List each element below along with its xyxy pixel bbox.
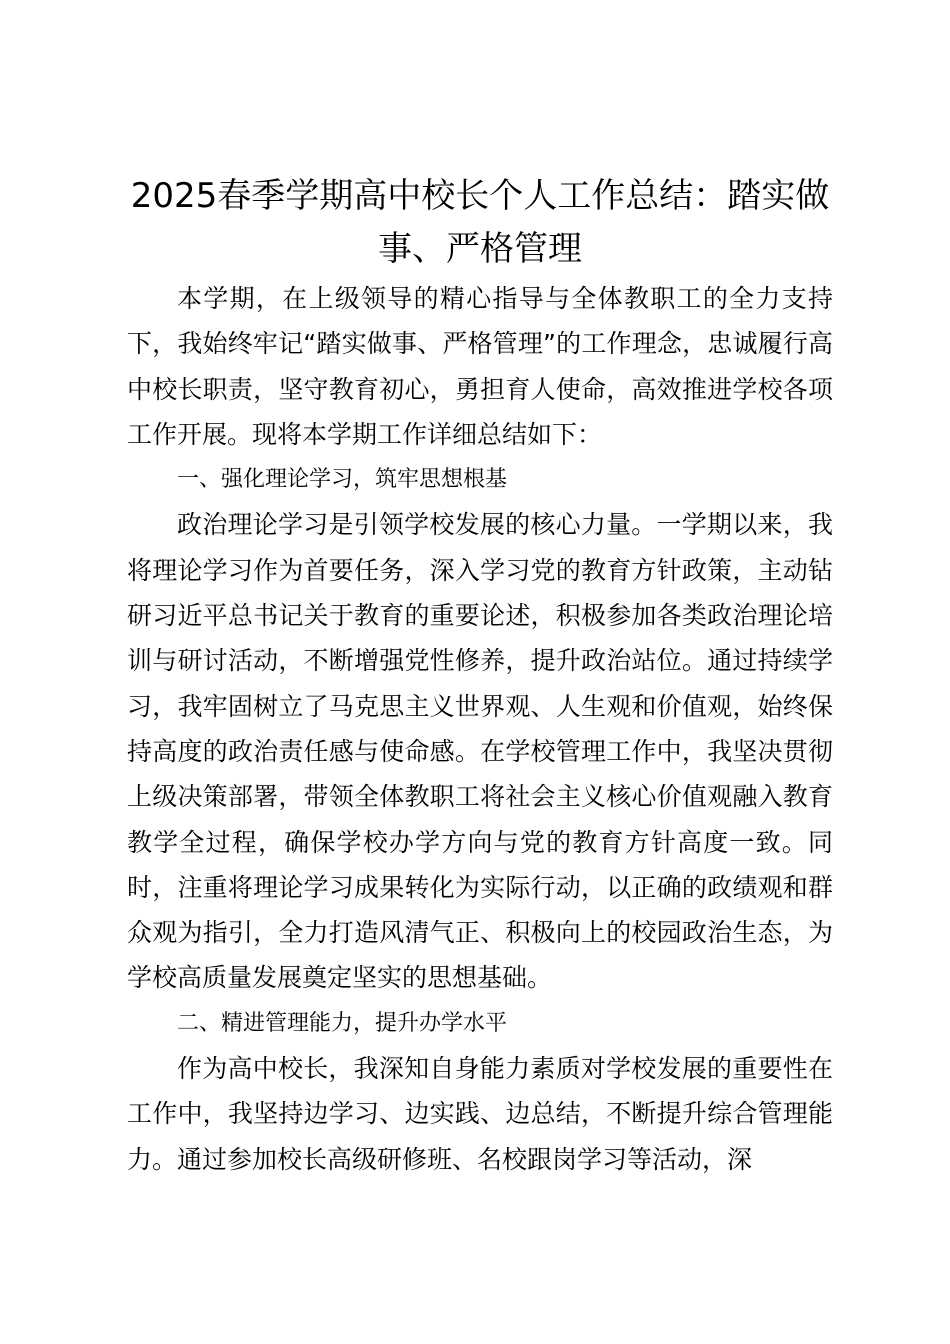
document-title: 2025春季学期高中校长个人工作总结：踏实做事、严格管理 xyxy=(130,176,830,269)
intro-paragraph: 本学期，在上级领导的精心指导与全体教职工的全力支持下，我始终牢记“踏实做事、严格管理”的工作理念，忠诚履行高中校长职责，坚守教育初心，勇担育人使命，高效推进学校各项工作开展。现将本学期工作详细总结如下： xyxy=(127,284,833,449)
document-page xyxy=(127,170,833,1182)
section-2-paragraph: 作为高中校长，我深知自身能力素质对学校发展的重要性在工作中，我坚持边学习、边实践、边总结，不断提升综合管理能力。通过参加校长高级研修班、名校跟岗学习等活动，深 xyxy=(127,1054,833,1174)
section-heading-1: 一、强化理论学习，筑牢思想根基 xyxy=(177,467,508,493)
section-heading-2: 二、精进管理能力，提升办学水平 xyxy=(177,1010,508,1036)
section-1-paragraph: 政治理论学习是引领学校发展的核心力量。一学期以来，我将理论学习作为首要任务，深入学习党的教育方针政策，主动钻研习近平总书记关于教育的重要论述，积极参加各类政治理论培训与研讨活动，不断增强党性修养，提升政治站位。通过持续学习，我牢固树立了马克思主义世界观、人生观和价值观，始终保持高度的政治责任感与使命感。在学校管理工作中，我坚决贯彻上级决策部署，带领全体教职工将社会主义核心价值观融入教育教学全过程，确保学校办学方向与党的教育方针高度一致。同时，注重将理论学习成果转化为实际行动，以正确的政绩观和群众观为指引，全力打造风清气正、积极向上的校园政治生态，为学校高质量发展奠定坚实的思想基础。 xyxy=(127,510,833,993)
